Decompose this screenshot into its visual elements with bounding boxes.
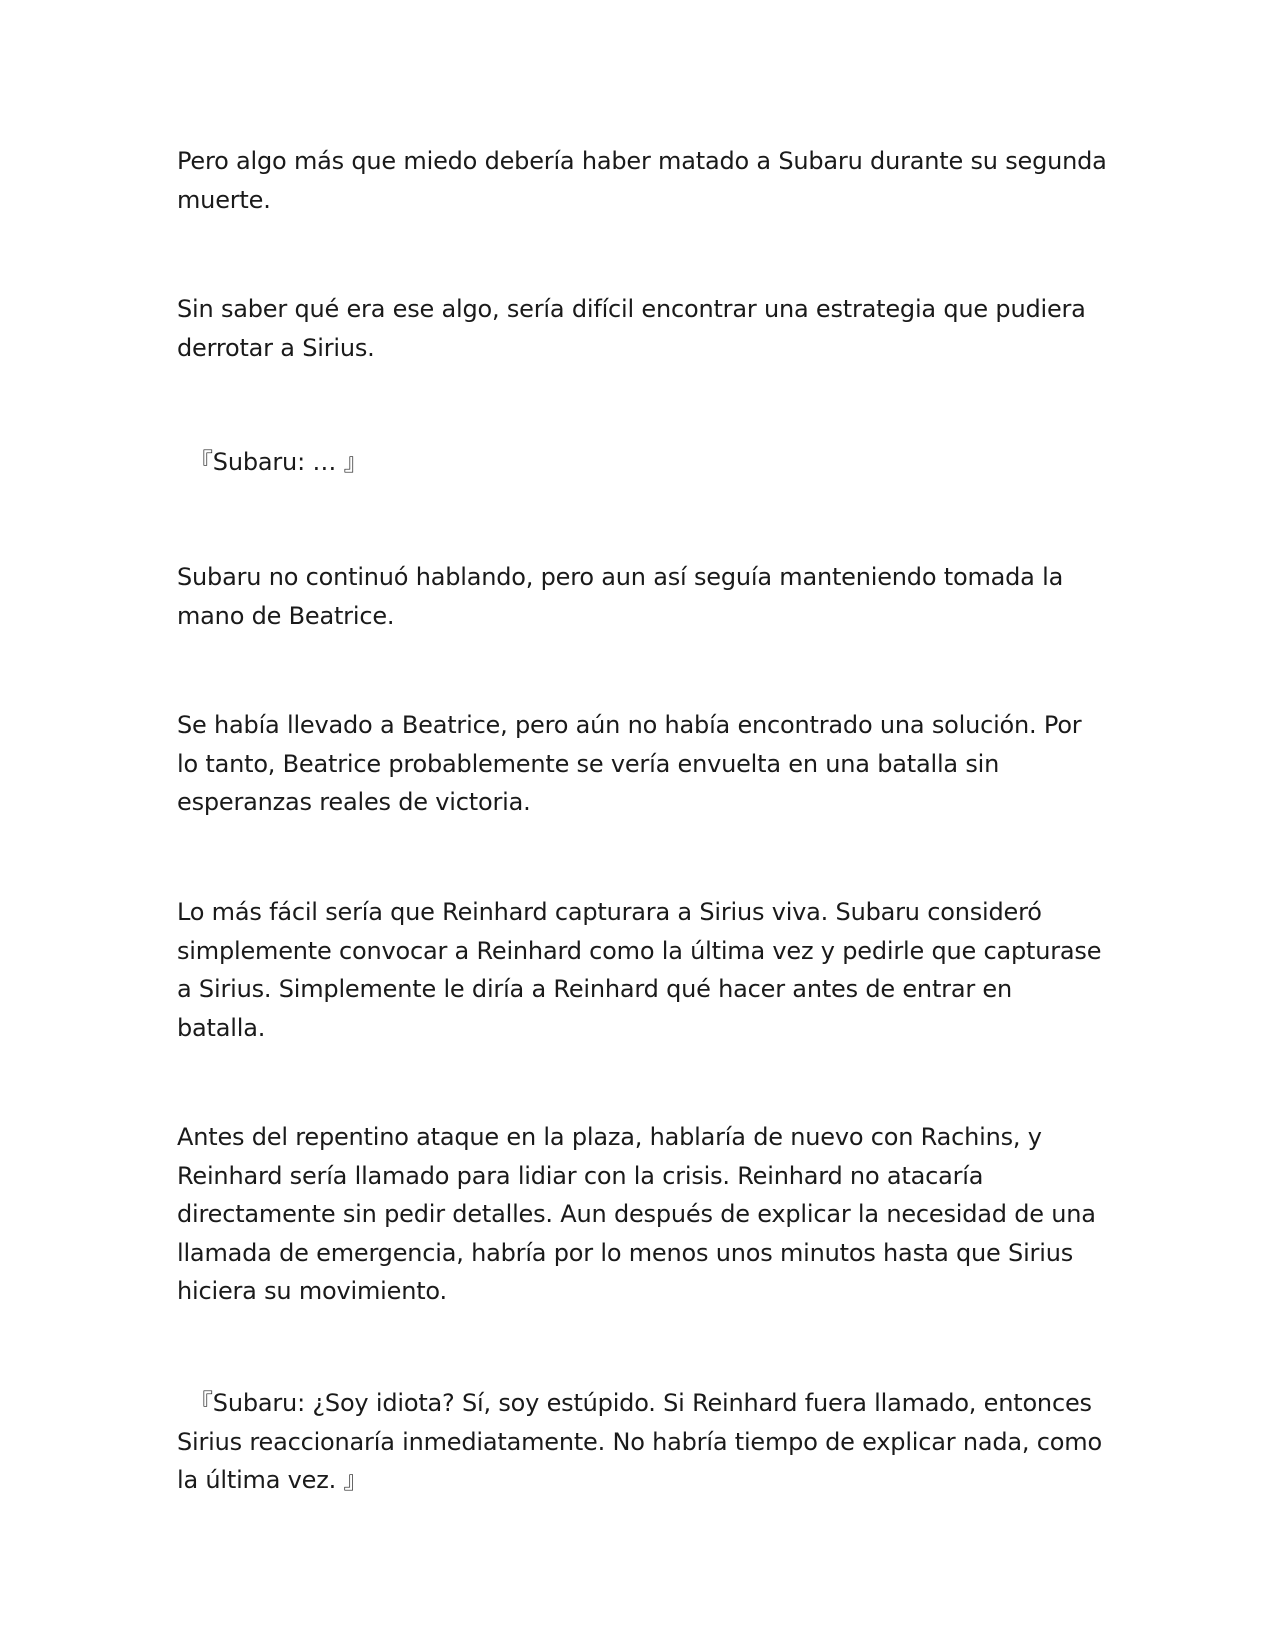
paragraph-5: Lo más fácil sería que Reinhard capturara a Sirius viva. Subaru consideró simplemente convocar a Reinhard como la última vez y pedirle que capturase a Sirius. Simplemente le diría a Reinhard qué hacer antes de entrar en batalla.	[177, 898, 1109, 1042]
paragraph-1: Pero algo más que miedo debería haber matado a Subaru durante su segunda muerte.	[177, 147, 1115, 214]
paragraph-4: Se había llevado a Beatrice, pero aún no había encontrado una solución. Por lo tanto, Beatrice probablemente se vería envuelta en una batalla sin esperanzas reales de victoria.	[177, 711, 1089, 816]
dialogue-1: 『Subaru: … 』	[189, 448, 368, 476]
dialogue-2: 『Subaru: ¿Soy idiota? Sí, soy estúpido. Si Reinhard fuera llamado, entonces Sirius reaccionaría inmediatamente. No habría tiempo de explicar nada, como la última vez. 』	[177, 1389, 1110, 1494]
paragraph-3: Subaru no continuó hablando, pero aun así seguía manteniendo tomada la mano de Beatrice.	[177, 563, 1071, 630]
paragraph-6: Antes del repentino ataque en la plaza, hablaría de nuevo con Rachins, y Reinhard sería llamado para lidiar con la crisis. Reinhard no atacaría directamente sin pedir detalles. Aun después de explicar la necesidad de una llamada de emergencia, habría por lo menos unos minutos hasta que Sirius hiciera su movimiento.	[177, 1123, 1104, 1305]
paragraph-2: Sin saber qué era ese algo, sería difícil encontrar una estrategia que pudiera derrotar a Sirius.	[177, 295, 1094, 362]
